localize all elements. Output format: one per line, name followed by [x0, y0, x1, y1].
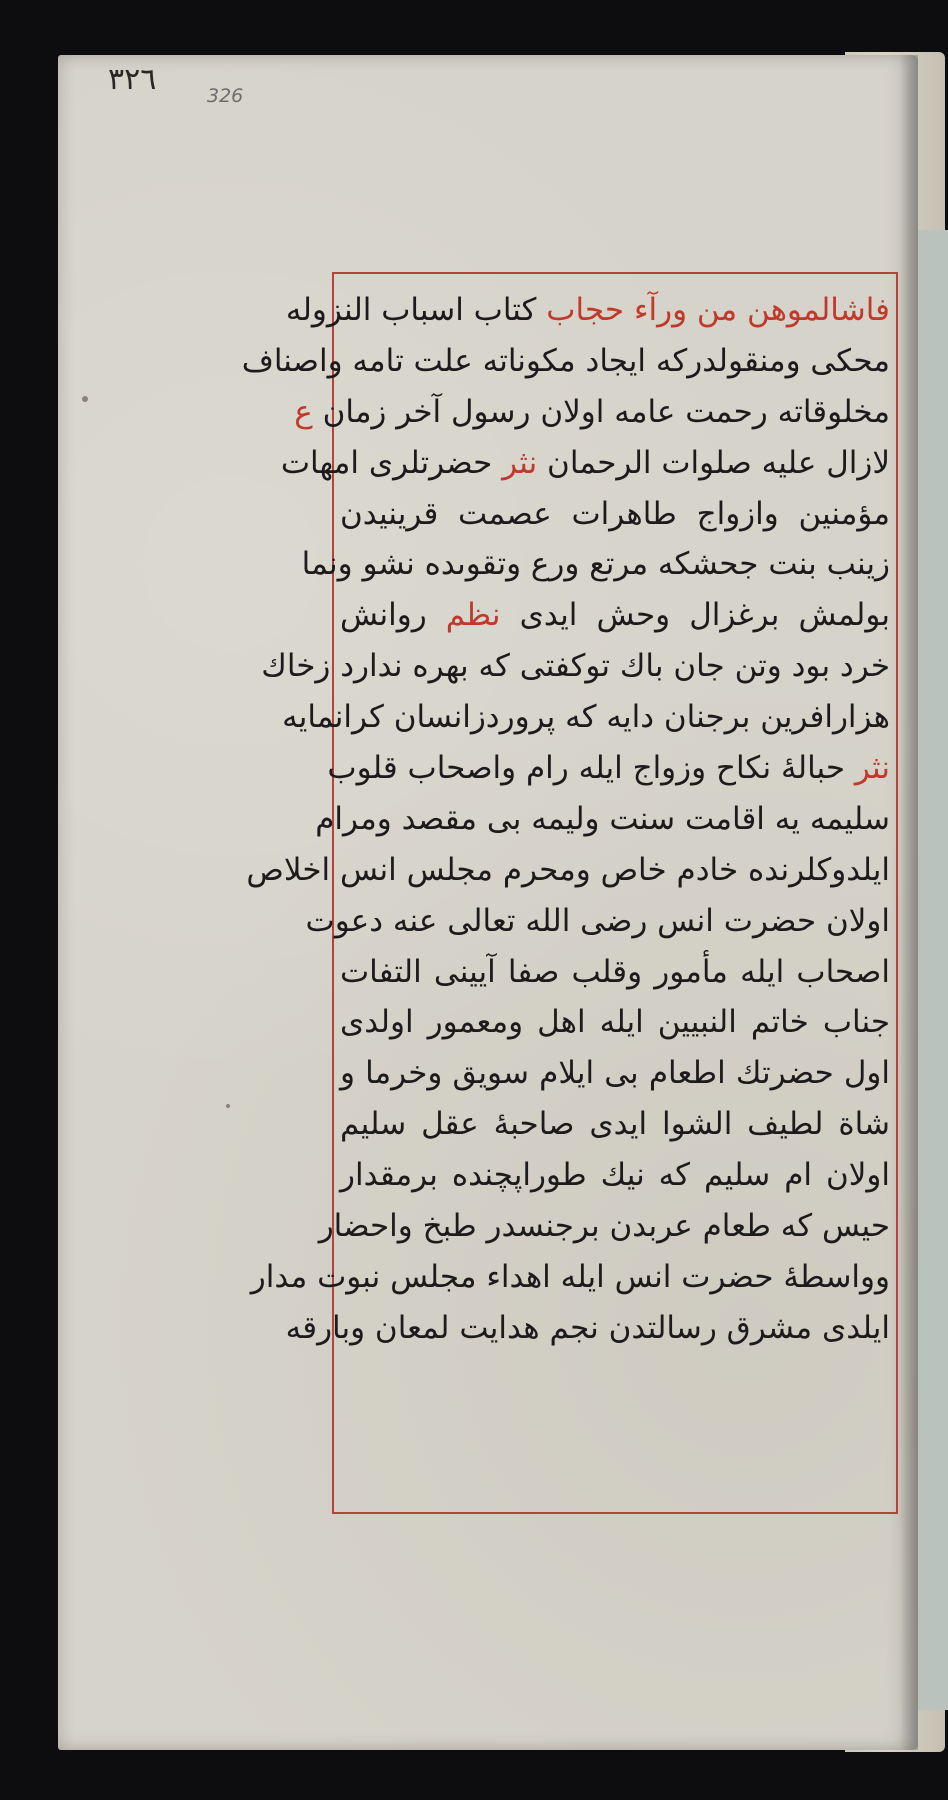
line-text: اصحاب ايله مأمور وقلب صفا آيينى التفات: [340, 953, 890, 990]
text-line: [285, 285, 890, 336]
rubric-word: نظم: [445, 597, 501, 634]
text-line: [318, 1201, 890, 1252]
gutter-shadow: [900, 55, 918, 1750]
line-text: وواسطهٔ حضرت انس ايله اهداء مجلس نبوت مدار: [250, 1258, 890, 1295]
line-text: هزارافرين برجنان دايه كه پروردزانسان كرانمايه: [282, 699, 890, 736]
text-line: [340, 997, 890, 1048]
rubric-word: نثر: [502, 444, 538, 481]
line-text: اول حضرتك اطعام بى ايلام سويق وخرما و: [340, 1055, 890, 1092]
line-text: ايلدوكلرنده خادم خاص ومحرم مجلس انس اخلاص: [246, 851, 890, 888]
text-line: [282, 692, 890, 743]
line-text: جناب خاتم النبيين ايله اهل ومعمور اولدى: [340, 1004, 890, 1041]
text-line: [294, 387, 890, 438]
text-line: [241, 336, 890, 387]
text-line: [305, 896, 890, 947]
folio-number: ٣٢٦: [108, 62, 157, 97]
text-line: [280, 438, 890, 489]
text-line: [327, 743, 890, 794]
text-line: [285, 1303, 890, 1354]
line-text: حضرتلرى امهات: [280, 444, 503, 481]
line-text: روانش: [340, 597, 446, 634]
text-line: [301, 539, 890, 590]
line-text: زينب بنت جحشكه مرتع ورع وتقوىده نشو ونما: [301, 546, 890, 583]
text-line: [261, 641, 890, 692]
line-text: اولان ام سليم كه نيك طوراپچنده برمقدار: [340, 1157, 890, 1194]
line-text: سليمه يه اقامت سنت وليمه بى مقصد ومرام: [315, 800, 890, 837]
line-text: حبالهٔ نكاح وزواج ايله رام واصحاب قلوب: [327, 750, 855, 787]
text-line: [340, 1048, 890, 1099]
line-text: شاة لطيف الشوا ايدى صاحبهٔ عقل سليم: [340, 1106, 890, 1143]
line-text: محكى ومنقولدركه ايجاد مكوناته علت تامه واصناف: [241, 342, 890, 379]
text-line: [246, 845, 890, 896]
line-text: لازال عليه صلوات الرحمان: [537, 444, 890, 481]
pencil-folio-number: 326: [207, 85, 244, 107]
ink-spot: [82, 396, 88, 402]
text-line: [340, 947, 890, 998]
rubric-word: نثر: [854, 750, 890, 787]
text-line: [340, 489, 890, 540]
rubric-word: فاشالموهن من ورآء حجاب: [546, 292, 890, 328]
line-text: اولان حضرت انس رضى الله تعالى عنه دعوت: [305, 902, 890, 939]
rubric-word: ع: [294, 393, 313, 430]
line-text: ايلدى مشرق رسالتدن نجم هدايت لمعان وبارقه: [285, 1309, 890, 1346]
text-line: [340, 590, 890, 641]
line-text: مؤمنين وازواج طاهرات عصمت قرينيدن: [340, 495, 890, 532]
text-line: [340, 1150, 890, 1201]
text-line: [340, 1099, 890, 1150]
ink-spot: [226, 1104, 230, 1108]
line-text: مخلوقاته رحمت عامه اولان رسول آخر زمان: [312, 393, 890, 430]
line-text: بولمش برغزال وحش ايدى: [500, 597, 890, 634]
line-text: حيس كه طعام عربدن برجنسدر طبخ واحضار: [318, 1208, 890, 1245]
line-text: خرد بود وتن جان باك توكفتى كه بهره ندارد زخاك: [261, 648, 890, 685]
text-line: [250, 1252, 890, 1303]
line-text: كتاب اسباب النزوله: [285, 292, 547, 328]
text-block: [241, 285, 890, 1507]
text-line: [315, 794, 890, 845]
